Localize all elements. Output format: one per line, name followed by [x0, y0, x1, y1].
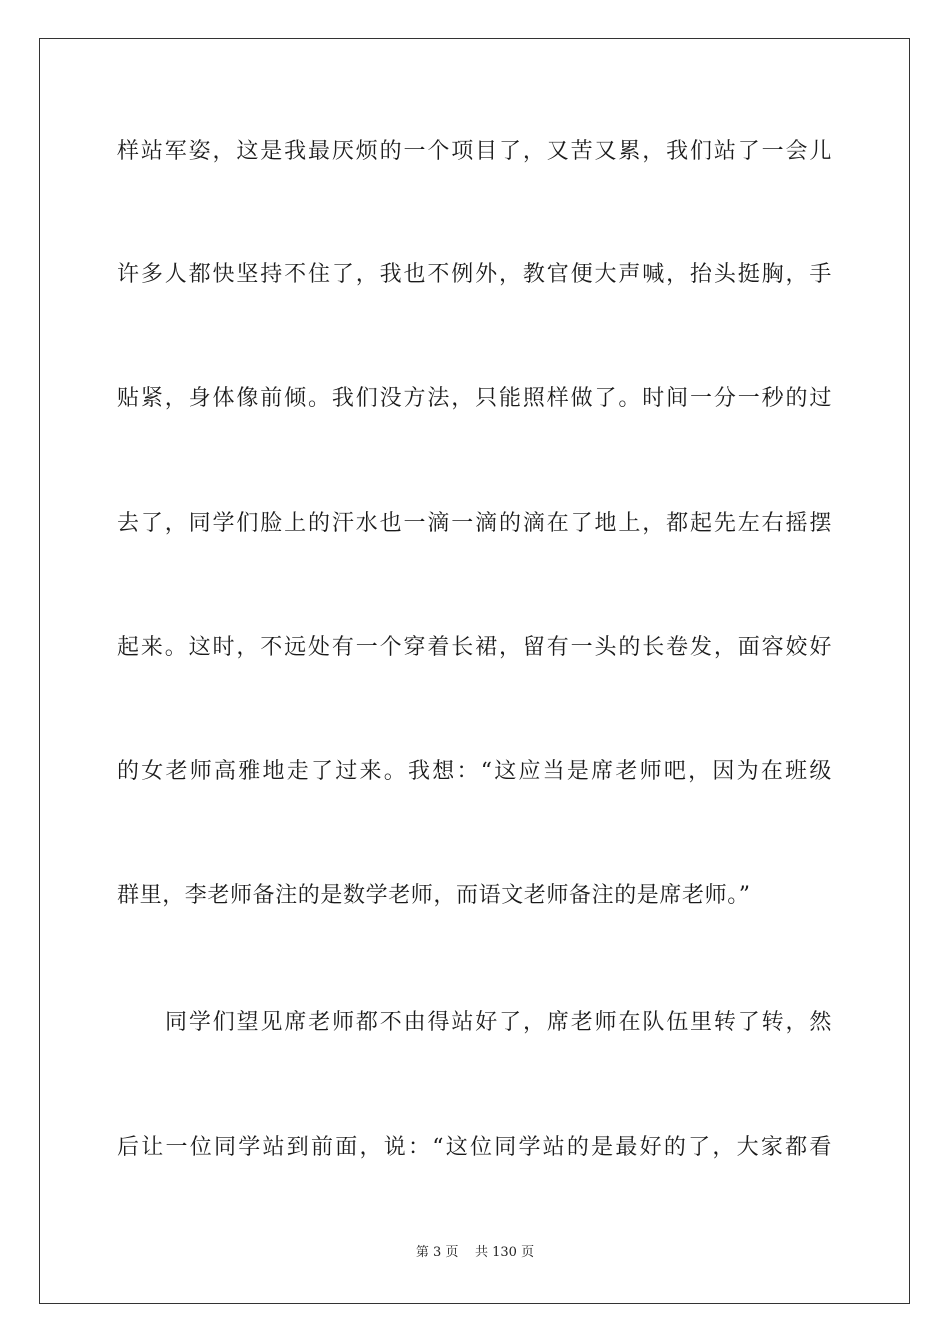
text-line-5: 起来。这时，不远处有一个穿着长裙，留有一头的长卷发，面容姣好	[117, 635, 832, 660]
page-footer	[0, 1244, 950, 1262]
text-line-6: 的女老师高雅地走了过来。我想：“这应当是席老师吧，因为在班级	[117, 759, 832, 784]
paragraph-start-line: 同学们望见席老师都不由得站好了，席老师在队伍里转了转，然	[165, 1010, 832, 1035]
text-line-4: 去了，同学们脸上的汗水也一滴一滴的滴在了地上，都起先左右摇摆	[117, 511, 832, 536]
page-number: 第 3 页	[415, 1245, 459, 1260]
text-line-9: 后让一位同学站到前面，说：“这位同学站的是最好的了，大家都看	[117, 1135, 832, 1160]
text-line-7: 群里，李老师备注的是数学老师，而语文老师备注的是席老师。”	[117, 883, 751, 908]
page-border	[39, 38, 910, 1304]
page-total: 共 130 页	[475, 1245, 535, 1260]
text-line-1: 样站军姿，这是我最厌烦的一个项目了，又苦又累，我们站了一会儿	[117, 139, 832, 164]
text-line-2: 许多人都快坚持不住了，我也不例外，教官便大声喊，抬头挺胸，手	[117, 262, 832, 287]
text-line-3: 贴紧，身体像前倾。我们没方法，只能照样做了。时间一分一秒的过	[117, 386, 832, 411]
